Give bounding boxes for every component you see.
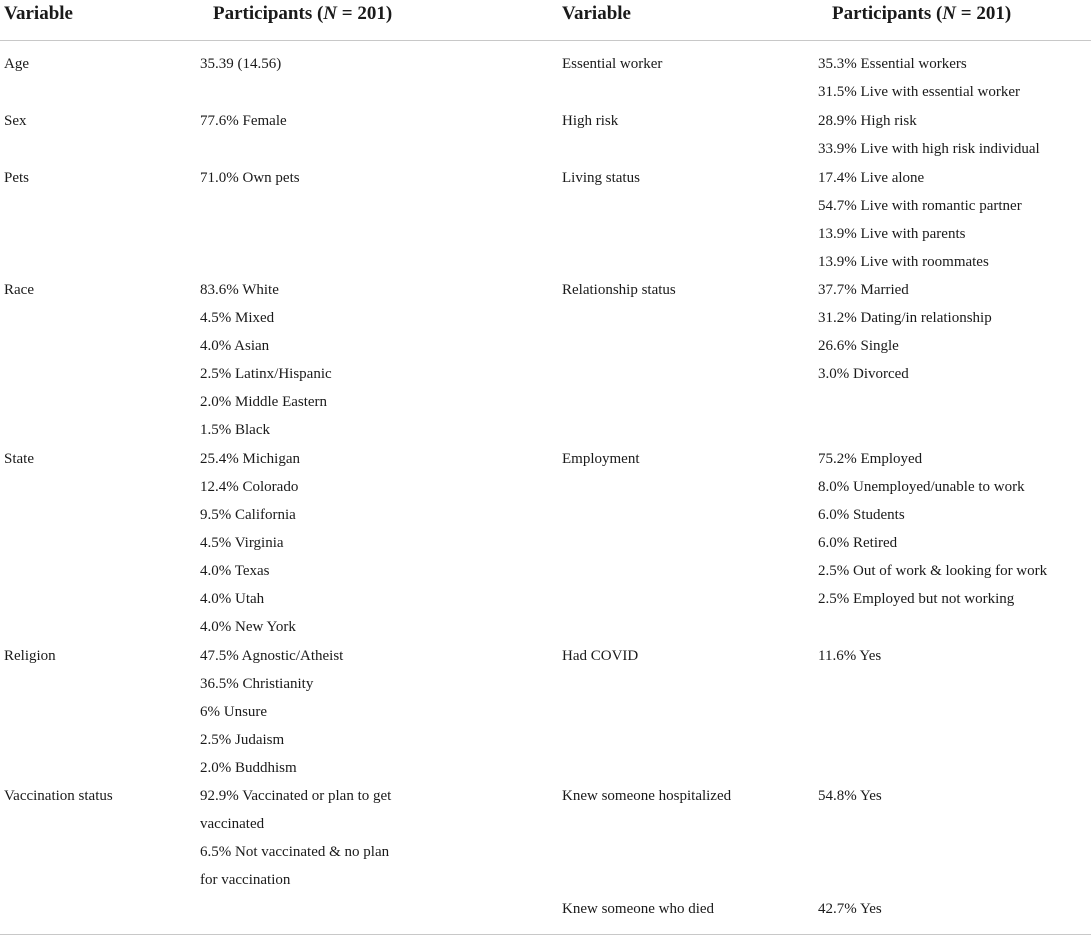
right-row-value-line: 6.0% Students <box>818 507 905 523</box>
right-row-variable: Knew someone hospitalized <box>562 788 732 804</box>
left-row-value-line: 36.5% Christianity <box>200 676 314 692</box>
left-row-value-line: 6% Unsure <box>200 704 268 720</box>
left-row-value-line: 92.9% Vaccinated or plan to get <box>200 788 392 804</box>
right-row-value-line: 54.7% Live with romantic partner <box>818 198 1022 214</box>
right-row-values <box>818 276 992 388</box>
left-row-variable: Age <box>4 56 29 72</box>
right-row-variable: Knew someone who died <box>562 901 715 917</box>
right-row-variable: Relationship status <box>562 282 676 298</box>
header-variable-left: Variable <box>4 3 73 24</box>
right-row-values <box>818 164 1022 276</box>
left-row-values <box>200 445 300 641</box>
right-row-value-line: 26.6% Single <box>818 338 899 354</box>
left-row-values <box>200 107 287 135</box>
left-row-value-line: 6.5% Not vaccinated & no plan <box>200 844 390 860</box>
left-row-value-line: 1.5% Black <box>200 422 270 438</box>
left-row-value-line: 2.5% Judaism <box>200 732 285 748</box>
left-row-values <box>200 50 281 78</box>
right-row-values <box>818 445 1047 613</box>
right-row-values <box>818 895 882 923</box>
right-row-variable: Essential worker <box>562 56 663 72</box>
header-variable-right: Variable <box>562 3 631 24</box>
right-row-value-line: 75.2% Employed <box>818 451 923 467</box>
left-row-value-line: 9.5% California <box>200 507 296 523</box>
left-row-values <box>200 782 391 894</box>
right-row-value-line: 31.2% Dating/in relationship <box>818 310 992 326</box>
right-row-values <box>818 782 882 810</box>
right-row-value-line: 13.9% Live with parents <box>818 226 966 242</box>
right-row-value-line: 31.5% Live with essential worker <box>818 84 1021 100</box>
left-row-values <box>200 164 300 192</box>
right-row-value-line: 37.7% Married <box>818 282 909 298</box>
table-header <box>0 0 1091 41</box>
right-row-value-line: 8.0% Unemployed/unable to work <box>818 479 1025 495</box>
left-row-value-line: vaccinated <box>200 816 265 832</box>
left-row-variable: Pets <box>4 170 30 186</box>
left-row-value-line: 83.6% White <box>200 282 279 298</box>
left-row-variable: Sex <box>4 113 27 129</box>
left-row-value-line: 4.0% New York <box>200 619 296 635</box>
left-row-value-line: 25.4% Michigan <box>200 451 300 467</box>
left-row-value-line: 12.4% Colorado <box>200 479 299 495</box>
right-row-value-line: 6.0% Retired <box>818 535 898 551</box>
left-row-value-line: 35.39 (14.56) <box>200 56 282 72</box>
left-row-value-line: 47.5% Agnostic/Atheist <box>200 648 344 664</box>
left-row-value-line: 2.0% Buddhism <box>200 760 297 776</box>
left-row-value-line: 71.0% Own pets <box>200 170 300 186</box>
left-row-value-line: 4.0% Asian <box>200 338 270 354</box>
left-row-value-line: for vaccination <box>200 872 291 888</box>
right-row-value-line: 11.6% Yes <box>818 648 882 664</box>
left-row-values <box>200 276 332 444</box>
left-row-value-line: 2.0% Middle Eastern <box>200 394 328 410</box>
right-row-value-line: 13.9% Live with roommates <box>818 254 989 270</box>
left-row-value-line: 4.5% Virginia <box>200 535 284 551</box>
left-row-variable: State <box>4 451 34 467</box>
header-participants-right: Participants (N = 201) <box>832 3 1012 24</box>
right-row-variable: Employment <box>562 451 640 467</box>
right-row-value-line: 28.9% High risk <box>818 113 917 129</box>
left-row-variable: Religion <box>4 648 56 664</box>
right-row-value-line: 33.9% Live with high risk individual <box>818 141 1040 157</box>
right-row-value-line: 2.5% Out of work & looking for work <box>818 563 1048 579</box>
right-row-variable: High risk <box>562 113 619 129</box>
left-row-variable: Race <box>4 282 34 298</box>
right-row-value-line: 35.3% Essential workers <box>818 56 967 72</box>
left-row-value-line: 4.0% Texas <box>200 563 270 579</box>
right-row-value-line: 2.5% Employed but not working <box>818 591 1015 607</box>
left-row-value-line: 4.0% Utah <box>200 591 265 607</box>
left-row-value-line: 77.6% Female <box>200 113 287 129</box>
right-row-values <box>818 50 1020 106</box>
left-row-value-line: 4.5% Mixed <box>200 310 275 326</box>
right-row-values <box>818 107 1040 163</box>
right-row-variable: Had COVID <box>562 648 639 664</box>
left-row-variable: Vaccination status <box>4 788 113 804</box>
table-bottom-rule <box>0 934 1091 935</box>
right-row-values <box>818 642 881 670</box>
header-participants-left: Participants (N = 201) <box>213 3 393 24</box>
right-row-value-line: 54.8% Yes <box>818 788 882 804</box>
right-row-value-line: 42.7% Yes <box>818 901 882 917</box>
left-row-values <box>200 642 343 782</box>
right-row-value-line: 17.4% Live alone <box>818 170 925 186</box>
right-row-variable: Living status <box>562 170 640 186</box>
right-row-value-line: 3.0% Divorced <box>818 366 909 382</box>
left-row-value-line: 2.5% Latinx/Hispanic <box>200 366 332 382</box>
